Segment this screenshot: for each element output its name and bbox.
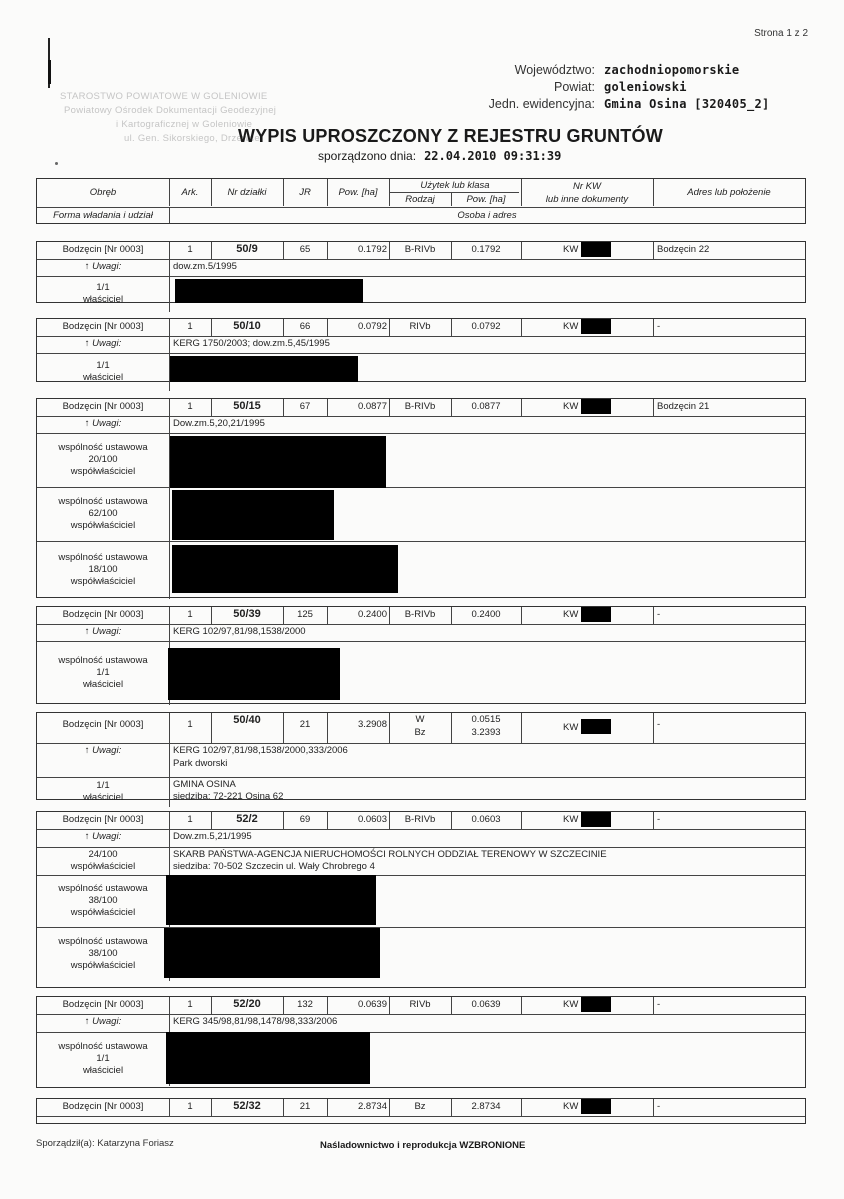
owner-share: 38/100 (88, 895, 118, 906)
powiat-label: Powiat: (554, 80, 595, 94)
parcel-number: 50/39 (233, 608, 261, 620)
cell-divider (169, 541, 170, 599)
uwagi-label: ↑ Uwagi: (84, 261, 122, 272)
redaction-block (166, 1032, 370, 1084)
parcel-land-area: 0.0792 (471, 321, 501, 332)
parcel-block (36, 996, 806, 1088)
parcel-block (36, 241, 806, 303)
kw-label: KW (563, 814, 579, 825)
parcel-address: Bodzęcin 21 (657, 401, 710, 412)
owner-name: SKARB PAŃSTWA-AGENCJA NIERUCHOMOŚCI ROLNYCH ODDZIAŁ TERENOWY W SZCZECINIE (173, 849, 607, 860)
redaction-block (581, 399, 611, 414)
parcel-jr: 125 (297, 609, 313, 620)
footer-notice: Naśladownictwo i reprodukcja WZBRONIONE (320, 1140, 526, 1151)
cell-divider (653, 997, 654, 1014)
owner-share: 1/1 (96, 360, 110, 371)
col-nrkw: Nr KW (573, 181, 601, 192)
jedn-label: Jedn. ewidencyjna: (488, 97, 595, 111)
redaction-block (166, 875, 376, 925)
parcel-block (36, 318, 806, 382)
uwagi-text: KERG 1750/2003; dow.zm.5,45/1995 (173, 338, 330, 349)
col-jr: JR (299, 187, 311, 198)
parcel-number: 52/32 (233, 1100, 261, 1112)
uwagi-label: ↑ Uwagi: (84, 831, 122, 842)
kw-label: KW (563, 244, 579, 255)
owner-role: współwłaściciel (70, 907, 136, 918)
cell-divider (169, 487, 170, 541)
col-uzytek: Użytek lub klasa (420, 180, 490, 191)
row-divider (37, 541, 805, 542)
date-line (318, 149, 561, 163)
parcel-land-type: Bz (414, 727, 426, 738)
margin-mark (48, 60, 51, 84)
cell-divider (521, 242, 522, 259)
cell-divider (521, 607, 522, 624)
parcel-jr: 65 (299, 244, 311, 255)
parcel-land-type: RIVb (409, 321, 431, 332)
parcel-obreb: Bodzęcin [Nr 0003] (62, 609, 144, 620)
owner-role: współwłaściciel (70, 576, 136, 587)
parcel-address: Bodzęcin 22 (657, 244, 710, 255)
parcel-land-area: 0.0639 (471, 999, 501, 1010)
cell-divider (521, 812, 522, 829)
cell-divider (521, 1099, 522, 1116)
parcel-address: - (657, 814, 661, 825)
owner-address: siedziba: 72-221 Osina 62 (173, 791, 284, 802)
row-divider (37, 259, 805, 260)
stamp-line: Powiatowy Ośrodek Dokumentacji Geodezyjnej (64, 105, 277, 116)
kw-label: KW (563, 609, 579, 620)
redaction-block (581, 242, 611, 257)
owner-name: GMINA OSINA (173, 779, 236, 790)
parcel-ark: 1 (187, 1101, 193, 1112)
parcel-obreb: Bodzęcin [Nr 0003] (62, 244, 144, 255)
parcel-land-area: 0.0603 (471, 814, 501, 825)
redaction-block (170, 436, 386, 488)
owner-share: 1/1 (96, 282, 110, 293)
parcel-number: 50/10 (233, 320, 261, 332)
owner-type: wspólność ustawowa (58, 883, 148, 894)
uwagi-label: ↑ Uwagi: (84, 418, 122, 429)
col-nr-dzialki: Nr działki (227, 187, 267, 198)
wojewodztwo-value: zachodniopomorskie (604, 63, 740, 77)
jedn-value: Gmina Osina [320405_2] (604, 97, 770, 111)
row-divider (37, 1032, 805, 1033)
col-forma: Forma władania i udział (53, 210, 153, 221)
cell-divider (653, 399, 654, 416)
parcel-area: 0.0603 (357, 814, 387, 825)
row-divider (37, 829, 805, 830)
owner-type: wspólność ustawowa (58, 442, 148, 453)
cell-divider (521, 319, 522, 336)
parcel-number: 50/40 (233, 714, 261, 726)
cell-divider (169, 1014, 170, 1032)
redaction-block (164, 928, 380, 978)
redaction-block (581, 812, 611, 827)
stamp-line: ul. Gen. Sikorskiego, Drzewce (124, 133, 260, 144)
cell-divider (653, 319, 654, 336)
parcel-number: 50/15 (233, 400, 261, 412)
date-label: sporządzono dnia: (318, 149, 417, 163)
cell-divider (653, 812, 654, 829)
row-divider (37, 416, 805, 417)
parcel-obreb: Bodzęcin [Nr 0003] (62, 814, 144, 825)
cell-divider (653, 607, 654, 624)
parcel-land-type: B-RIVb (404, 401, 436, 412)
parcel-obreb: Bodzęcin [Nr 0003] (62, 719, 144, 730)
owner-type: wspólność ustawowa (58, 1041, 148, 1052)
uwagi-label: ↑ Uwagi: (84, 1016, 122, 1027)
parcel-ark: 1 (187, 719, 193, 730)
cell-divider (169, 743, 170, 777)
owner-type: wspólność ustawowa (58, 552, 148, 563)
parcel-ark: 1 (187, 244, 193, 255)
parcel-land-type: B-RIVb (404, 244, 436, 255)
parcel-land-area: 0.0877 (471, 401, 501, 412)
row-divider (37, 777, 805, 778)
row-divider (37, 1116, 805, 1117)
parcel-ark: 1 (187, 609, 193, 620)
owner-share: 24/100 (88, 849, 118, 860)
row-divider (37, 1014, 805, 1015)
owner-role: właściciel (82, 1065, 124, 1076)
uwagi-text: dow.zm.5/1995 (173, 261, 237, 272)
owner-role: współwłaściciel (70, 520, 136, 531)
parcel-area: 0.0639 (357, 999, 387, 1010)
redaction-block (581, 997, 611, 1012)
col-rodzaj: Rodzaj (405, 194, 435, 205)
parcel-ark: 1 (187, 401, 193, 412)
parcel-jr: 21 (299, 719, 311, 730)
cell-divider (653, 242, 654, 259)
uwagi-text: KERG 102/97,81/98,1538/2000 (173, 626, 306, 637)
parcel-block (36, 606, 806, 704)
parcel-number: 50/9 (236, 243, 258, 255)
cell-divider (653, 713, 654, 743)
row-divider (37, 433, 805, 434)
parcel-jr: 132 (297, 999, 313, 1010)
redaction-block (581, 719, 611, 734)
redaction-block (172, 490, 334, 540)
document-title: WYPIS UPROSZCZONY Z REJESTRU GRUNTÓW (238, 126, 663, 146)
uwagi-label: ↑ Uwagi: (84, 338, 122, 349)
parcel-area: 0.0877 (357, 401, 387, 412)
parcel-address: - (657, 1101, 661, 1112)
uwagi-text: Park dworski (173, 758, 228, 769)
parcel-obreb: Bodzęcin [Nr 0003] (62, 999, 144, 1010)
uwagi-label: ↑ Uwagi: (84, 626, 122, 637)
col-pow2: Pow. [ha] (466, 194, 506, 205)
cell-divider (653, 1099, 654, 1116)
cell-divider (169, 276, 170, 312)
parcel-address: - (657, 999, 661, 1010)
cell-divider (169, 624, 170, 641)
row-divider (37, 336, 805, 337)
owner-share: 38/100 (88, 948, 118, 959)
speck (55, 162, 58, 165)
parcel-ark: 1 (187, 814, 193, 825)
cell-divider (521, 399, 522, 416)
owner-role: współwłaściciel (70, 861, 136, 872)
col-nrkw2: lub inne dokumenty (545, 194, 629, 205)
parcel-land-type: B-RIVb (404, 609, 436, 620)
parcel-land-type: B-RIVb (404, 814, 436, 825)
parcel-land-type: Bz (414, 1101, 426, 1112)
parcel-block (36, 712, 806, 803)
owner-role: właściciel (82, 294, 124, 305)
owner-type: wspólność ustawowa (58, 496, 148, 507)
parcel-land-area: 0.0515 (471, 714, 501, 725)
uwagi-text: Dow.zm.5,21/1995 (173, 831, 252, 842)
owner-share: 62/100 (88, 508, 118, 519)
redaction-block (170, 356, 358, 382)
redaction-block (175, 279, 363, 303)
row-divider (37, 743, 805, 744)
row-divider (37, 353, 805, 354)
redaction-block (581, 319, 611, 334)
row-divider (37, 927, 805, 928)
parcel-jr: 66 (299, 321, 311, 332)
stamp-line: STAROSTWO POWIATOWE W GOLENIOWIE (60, 91, 268, 102)
col-pow: Pow. [ha] (338, 187, 378, 198)
date-value: 22.04.2010 09:31:39 (424, 149, 562, 163)
owner-address: siedziba: 70-502 Szczecin ul. Wały Chrobrego 4 (173, 861, 375, 872)
row-divider (37, 624, 805, 625)
footer-author: Sporządził(a): Katarzyna Foriasz (36, 1138, 174, 1149)
row-divider (37, 875, 805, 876)
uwagi-label: ↑ Uwagi: (84, 745, 122, 756)
owner-share: 18/100 (88, 564, 118, 575)
parcel-land-type: RIVb (409, 999, 431, 1010)
kw-label: KW (563, 1101, 579, 1112)
cell-divider (521, 997, 522, 1014)
parcel-number: 52/2 (236, 813, 258, 825)
parcel-land-type: W (415, 714, 425, 725)
cell-divider (521, 713, 522, 743)
col-obreb: Obręb (89, 187, 117, 198)
row-divider (37, 276, 805, 277)
cell-divider (169, 847, 170, 875)
parcel-land-area: 0.1792 (471, 244, 501, 255)
owner-type: wspólność ustawowa (58, 936, 148, 947)
cell-divider (169, 416, 170, 433)
row-divider (37, 847, 805, 848)
parcel-address: - (657, 321, 661, 332)
cell-divider (169, 829, 170, 847)
kw-label: KW (563, 722, 579, 733)
stamp-line: i Kartograficznej w Goleniowie (116, 119, 253, 130)
kw-label: KW (563, 401, 579, 412)
redaction-block (172, 545, 398, 593)
parcel-obreb: Bodzęcin [Nr 0003] (62, 321, 144, 332)
parcel-area: 0.1792 (357, 244, 387, 255)
owner-share: 1/1 (96, 667, 110, 678)
powiat-value: goleniowski (604, 80, 687, 94)
redaction-block (581, 607, 611, 622)
kw-label: KW (563, 999, 579, 1010)
parcel-area: 3.2908 (357, 719, 387, 730)
parcel-block (36, 811, 806, 988)
col-adres: Adres lub położenie (687, 187, 771, 198)
parcel-land-area: 0.2400 (471, 609, 501, 620)
uwagi-text: KERG 102/97,81/98,1538/2000,333/2006 (173, 745, 348, 756)
owner-share: 1/1 (96, 1053, 110, 1064)
uwagi-text: Dow.zm.5,20,21/1995 (173, 418, 265, 429)
owner-role: współwłaściciel (70, 466, 136, 477)
parcel-address: - (657, 609, 661, 620)
owner-role: właściciel (82, 372, 124, 383)
owner-role: właściciel (82, 679, 124, 690)
owner-share: 1/1 (96, 780, 110, 791)
cell-divider (169, 259, 170, 276)
parcel-block (36, 398, 806, 598)
parcel-area: 0.0792 (357, 321, 387, 332)
owner-share: 20/100 (88, 454, 118, 465)
parcel-jr: 69 (299, 814, 311, 825)
wojewodztwo-label: Województwo: (514, 63, 595, 77)
row-divider (37, 487, 805, 488)
parcel-jr: 21 (299, 1101, 311, 1112)
parcel-number: 52/20 (233, 998, 261, 1010)
parcel-jr: 67 (299, 401, 311, 412)
owner-type: wspólność ustawowa (58, 655, 148, 666)
parcel-land-area: 2.8734 (471, 1101, 501, 1112)
parcel-ark: 1 (187, 999, 193, 1010)
parcel-address: - (657, 719, 661, 730)
parcel-area: 2.8734 (357, 1101, 387, 1112)
kw-label: KW (563, 321, 579, 332)
col-osoba: Osoba i adres (457, 210, 517, 221)
column-header (36, 178, 806, 224)
parcel-land-area: 3.2393 (471, 727, 501, 738)
parcel-obreb: Bodzęcin [Nr 0003] (62, 1101, 144, 1112)
redaction-block (581, 1099, 611, 1114)
page-number: Strona 1 z 2 (754, 28, 808, 39)
parcel-area: 0.2400 (357, 609, 387, 620)
parcel-obreb: Bodzęcin [Nr 0003] (62, 401, 144, 412)
row-divider (37, 641, 805, 642)
parcel-ark: 1 (187, 321, 193, 332)
owner-role: współwłaściciel (70, 960, 136, 971)
uwagi-text: KERG 345/98,81/98,1478/98,333/2006 (173, 1016, 338, 1027)
cell-divider (169, 336, 170, 353)
redaction-block (168, 648, 340, 700)
parcel-block (36, 1098, 806, 1124)
cell-divider (169, 777, 170, 807)
col-ark: Ark. (181, 187, 199, 198)
owner-role: właściciel (82, 792, 124, 803)
